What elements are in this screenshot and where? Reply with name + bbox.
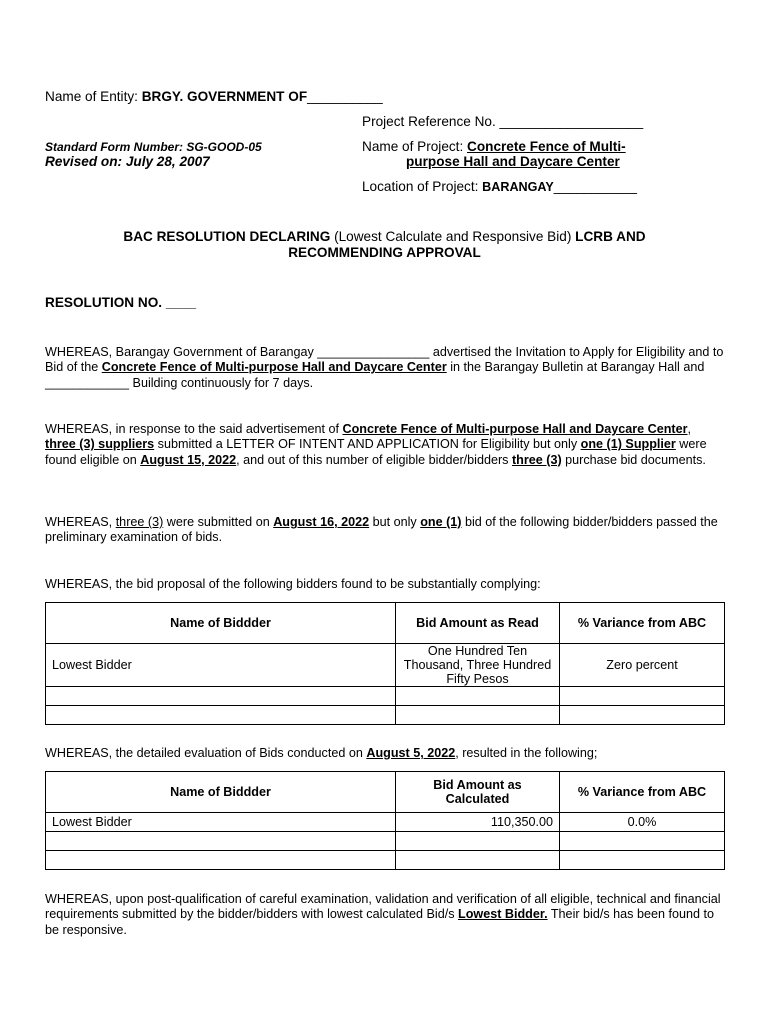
table-cell: Lowest Bidder: [46, 813, 396, 832]
bid-proposal-table: [45, 602, 725, 725]
p2-project: Concrete Fence of Multi-purpose Hall and Daycare Center: [342, 422, 688, 436]
whereas-paragraph-2: [45, 422, 725, 468]
table-cell: One Hundred Ten Thousand, Three Hundred Fifty Pesos: [396, 644, 560, 687]
bid-evaluation-table: [45, 771, 725, 870]
table-header-row: [46, 603, 725, 644]
column-header: Name of Biddder: [46, 772, 396, 813]
p6-text-1: WHEREAS, upon post-qualification of careful examination, validation and verification of all eligible, technical and financial requirements submitted by the bidder/bidders with lowest calculated Bid/s: [45, 892, 721, 922]
column-header: Bid Amount as Read: [396, 603, 560, 644]
p2-suppliers: three (3) suppliers: [45, 437, 155, 452]
table-row: [46, 644, 725, 687]
location-value: BARANGAY: [482, 180, 554, 194]
table-cell: [46, 832, 396, 851]
title-part-1: BAC RESOLUTION DECLARING: [123, 229, 331, 244]
entity-line: [45, 89, 383, 104]
table-row: [46, 851, 725, 870]
column-header: Name of Biddder: [46, 603, 396, 644]
project-reference-line: [362, 114, 643, 129]
p5-date: August 5, 2022: [366, 746, 456, 760]
p2-text-2: ,: [687, 422, 692, 436]
table-cell: [396, 832, 560, 851]
p1-project: Concrete Fence of Multi-purpose Hall and Daycare Center: [101, 360, 447, 375]
resolution-label: RESOLUTION NO.: [45, 295, 163, 310]
whereas-paragraph-4: WHEREAS, the bid proposal of the following bidders found to be substantially complying:: [45, 577, 541, 591]
form-number: Standard Form Number: SG-GOOD-05: [45, 140, 262, 154]
p6-text-2: Their bid/s has been found to be responsive.: [45, 907, 714, 937]
location-label: Location of Project:: [362, 179, 479, 194]
title-part-2: (Lowest Calculate and Responsive Bid): [334, 229, 572, 244]
whereas-paragraph-6: [45, 892, 725, 938]
p6-bidder: Lowest Bidder.: [458, 907, 548, 922]
table-cell: [396, 687, 560, 706]
table-cell: [396, 706, 560, 725]
table-row: [46, 706, 725, 725]
p1-text-2: in the Barangay Bulletin at Barangay Hall and ____________ Building continuously for 7 days.: [45, 360, 705, 390]
p3-three: three (3): [115, 515, 164, 529]
entity-label: Name of Entity:: [45, 89, 138, 104]
table-cell: [46, 706, 396, 725]
whereas-paragraph-5: [45, 746, 725, 761]
table-cell: [560, 832, 725, 851]
location-line: [362, 179, 637, 194]
project-name-value-1: Concrete Fence of Multi-: [467, 139, 626, 154]
p2-text-1: WHEREAS, in response to the said advertisement of: [45, 422, 343, 436]
table-cell: [560, 706, 725, 725]
table-cell: [560, 687, 725, 706]
revised-on: Revised on: July 28, 2007: [45, 154, 210, 169]
whereas-paragraph-3: [45, 515, 725, 546]
resolution-title: [45, 229, 724, 244]
table-row: [46, 832, 725, 851]
p3-date: August 16, 2022: [273, 515, 370, 529]
table-row: [46, 687, 725, 706]
p2-one-supplier: one (1) Supplier: [580, 437, 676, 452]
whereas-paragraph-1: [45, 345, 725, 391]
title-line-2: RECOMMENDING APPROVAL: [288, 245, 481, 260]
resolution-number: [45, 295, 196, 310]
p3-one: one (1): [420, 515, 462, 529]
project-ref-blank: ___________________: [499, 114, 644, 129]
p2-text-4: were found eligible on: [45, 437, 707, 467]
p3-text-1: WHEREAS,: [45, 515, 116, 529]
p1-text-1: WHEREAS, Barangay Government of Barangay ________________ advertised the Invitation to Apply for Eligibility and to Bid of the: [45, 345, 724, 375]
table-cell: [396, 851, 560, 870]
p2-date: August 15, 2022: [140, 452, 237, 467]
p3-text-4: bid of the following bidder/bidders passed the preliminary examination of bids.: [45, 515, 718, 545]
project-ref-label: Project Reference No.: [362, 114, 496, 129]
column-header: % Variance from ABC: [560, 603, 725, 644]
table-cell: [46, 687, 396, 706]
p3-text-3: but only: [369, 515, 421, 529]
table-row: [46, 813, 725, 832]
p5-text-1: WHEREAS, the detailed evaluation of Bids conducted on: [45, 746, 367, 760]
table-cell: 0.0%: [560, 813, 725, 832]
table-cell: [46, 851, 396, 870]
resolution-blank: ____: [165, 295, 197, 310]
entity-value: BRGY. GOVERNMENT OF: [141, 89, 308, 104]
entity-blank: __________: [307, 89, 383, 104]
location-blank: ___________: [553, 179, 637, 194]
project-name-value-2: purpose Hall and Daycare Center: [406, 154, 620, 169]
p2-text-5: , and out of this number of eligible bidder/bidders: [236, 452, 512, 467]
p2-text-6: purchase bid documents.: [561, 452, 706, 467]
table-cell: 110,350.00: [396, 813, 560, 832]
column-header: % Variance from ABC: [560, 772, 725, 813]
title-part-3: LCRB AND: [575, 229, 646, 244]
p5-text-2: , resulted in the following;: [455, 746, 598, 760]
table-cell: [560, 851, 725, 870]
project-name-label: Name of Project:: [362, 139, 464, 154]
column-header: Bid Amount as Calculated: [396, 772, 560, 813]
p2-three: three (3): [511, 452, 562, 467]
project-name-line: [362, 139, 626, 154]
table-cell: Zero percent: [560, 644, 725, 687]
table-cell: Lowest Bidder: [46, 644, 396, 687]
p3-text-2: were submitted on: [163, 515, 274, 529]
p2-text-3: submitted a LETTER OF INTENT AND APPLICATION for Eligibility but only: [154, 437, 581, 452]
table-header-row: [46, 772, 725, 813]
